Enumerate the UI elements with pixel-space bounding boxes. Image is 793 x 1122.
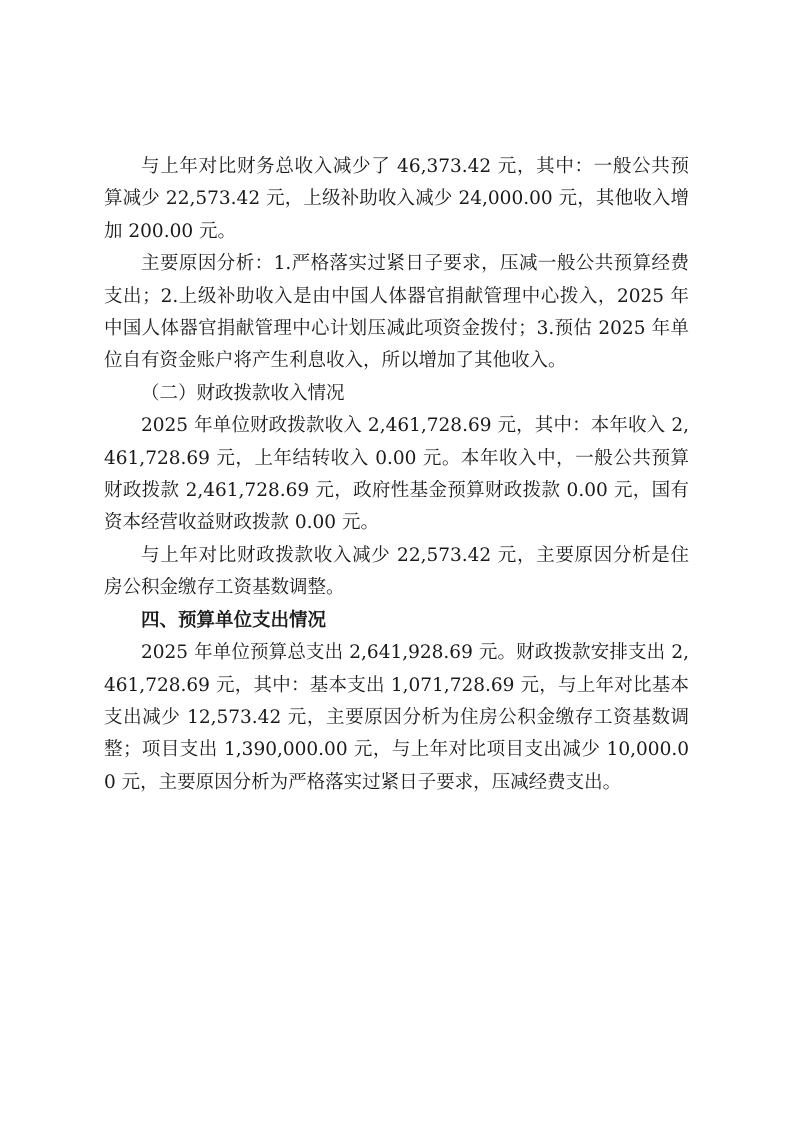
paragraph-income-comparison: 与上年对比财务总收入减少了 46,373.42 元，其中：一般公共预算减少 22,573.42 元，上级补助收入减少 24,000.00 元，其他收入增加 200.00 元。 — [104, 156, 689, 242]
paragraph-fiscal-comparison: 与上年对比财政拨款收入减少 22,573.42 元，主要原因分析是住房公积金缴存工资基数调整。 — [104, 544, 689, 599]
paragraph-expenditure: 2025 年单位预算总支出 2,641,928.69 元。财政拨款安排支出 2,461,728.69 元，其中：基本支出 1,071,728.69 元，与上年对比基本支出减少 12,573.42 元，主要原因分析为住房公积金缴存工资基数调整；项目支出 1,390,000.00 元，与上年对比项目支出减少 10,000.00 元，主要原因分析为严格落实过紧日子要求，压减经费支出。 — [104, 642, 689, 793]
document-page — [104, 151, 689, 799]
paragraph-reason-analysis: 主要原因分析：1.严格落实过紧日子要求，压减一般公共预算经费支出；2.上级补助收入是由中国人体器官捐献管理中心拨入，2025 年中国人体器官捐献管理中心计划压减此项资金拨付；3.预估 2025 年单位自有资金账户将产生利息收入，所以增加了其他收入。 — [104, 253, 689, 372]
section-heading-expenditure: 四、预算单位支出情况 — [141, 609, 327, 631]
paragraph-fiscal-income: 2025 年单位财政拨款收入 2,461,728.69 元，其中：本年收入 2,461,728.69 元，上年结转收入 0.00 元。本年收入中，一般公共预算财政拨款 2,461,728.69 元，政府性基金预算财政拨款 0.00 元，国有资本经营收益财政拨款 0.00 元。 — [104, 415, 689, 534]
section-heading-fiscal-income: （二）财政拨款收入情况 — [141, 382, 345, 404]
